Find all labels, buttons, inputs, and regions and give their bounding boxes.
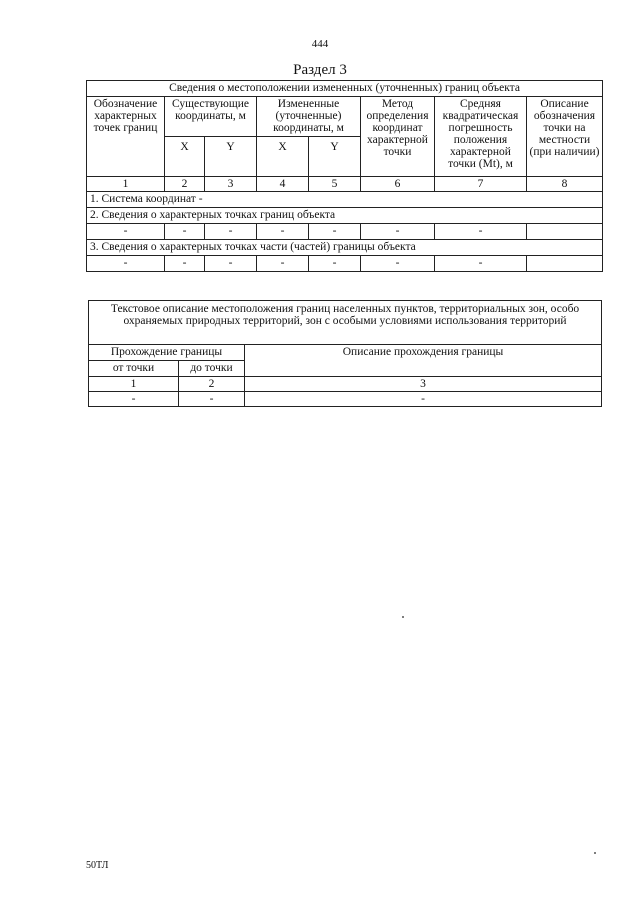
header-to-point: до точки — [179, 361, 245, 377]
column-number: 1 — [89, 377, 179, 392]
column-number: 3 — [205, 177, 257, 192]
row-coordinate-system: 1. Система координат - — [87, 192, 603, 208]
header-description: Описание обозначения точки на местности (при наличии) — [527, 97, 603, 177]
table-cell: - — [165, 256, 205, 272]
column-number: 1 — [87, 177, 165, 192]
column-number: 3 — [245, 377, 602, 392]
page-number: 444 — [311, 38, 329, 50]
column-number: 2 — [179, 377, 245, 392]
table2-caption: Текстовое описание местоположения границ населенных пунктов, территориальных зон, особо охраняемых природных территорий, зон с особыми условиями использования территорий — [89, 301, 602, 345]
column-number: 4 — [257, 177, 309, 192]
row-part-boundary-points: 3. Сведения о характерных точках части (частей) границы объекта — [87, 240, 603, 256]
table-cell: - — [309, 224, 361, 240]
table-cell: - — [179, 392, 245, 407]
table-cell: - — [435, 256, 527, 272]
table-cell: - — [205, 256, 257, 272]
table1-caption: Сведения о местоположении измененных (уточненных) границ объекта — [87, 81, 603, 97]
header-changed-x: X — [257, 137, 309, 177]
table-cell: - — [165, 224, 205, 240]
header-designation: Обозначение характерных точек границ — [87, 97, 165, 177]
table-cell: - — [309, 256, 361, 272]
table-cell: - — [205, 224, 257, 240]
header-method: Метод определения координат характерной точки — [361, 97, 435, 177]
column-number: 8 — [527, 177, 603, 192]
column-number: 2 — [165, 177, 205, 192]
table-cell: - — [245, 392, 602, 407]
section-title: Раздел 3 — [293, 62, 347, 78]
header-existing-x: X — [165, 137, 205, 177]
boundary-coordinates-table — [86, 80, 603, 272]
table-cell: - — [435, 224, 527, 240]
header-existing-coordinates: Существующие координаты, м — [165, 97, 257, 137]
column-number: 7 — [435, 177, 527, 192]
table-cell: - — [89, 392, 179, 407]
row-boundary-points: 2. Сведения о характерных точках границ объекта — [87, 208, 603, 224]
scan-speck — [402, 616, 404, 618]
table-cell: - — [361, 224, 435, 240]
table-cell — [527, 224, 603, 240]
header-boundary-passage: Прохождение границы — [89, 345, 245, 361]
table-cell: - — [257, 224, 309, 240]
scan-speck — [594, 852, 596, 854]
column-number: 6 — [361, 177, 435, 192]
header-changed-y: Y — [309, 137, 361, 177]
table-cell — [527, 256, 603, 272]
header-from-point: от точки — [89, 361, 179, 377]
header-error: Средняя квадратическая погрешность положения характерной точки (Mt), м — [435, 97, 527, 177]
table-cell: - — [361, 256, 435, 272]
header-passage-description: Описание прохождения границы — [245, 345, 602, 377]
table-cell: - — [257, 256, 309, 272]
table-cell: - — [87, 256, 165, 272]
footer-code: 50ТЛ — [86, 860, 109, 871]
table-cell: - — [87, 224, 165, 240]
boundary-description-table — [88, 300, 602, 407]
header-existing-y: Y — [205, 137, 257, 177]
header-changed-coordinates: Измененные (уточненные) координаты, м — [257, 97, 361, 137]
column-number: 5 — [309, 177, 361, 192]
